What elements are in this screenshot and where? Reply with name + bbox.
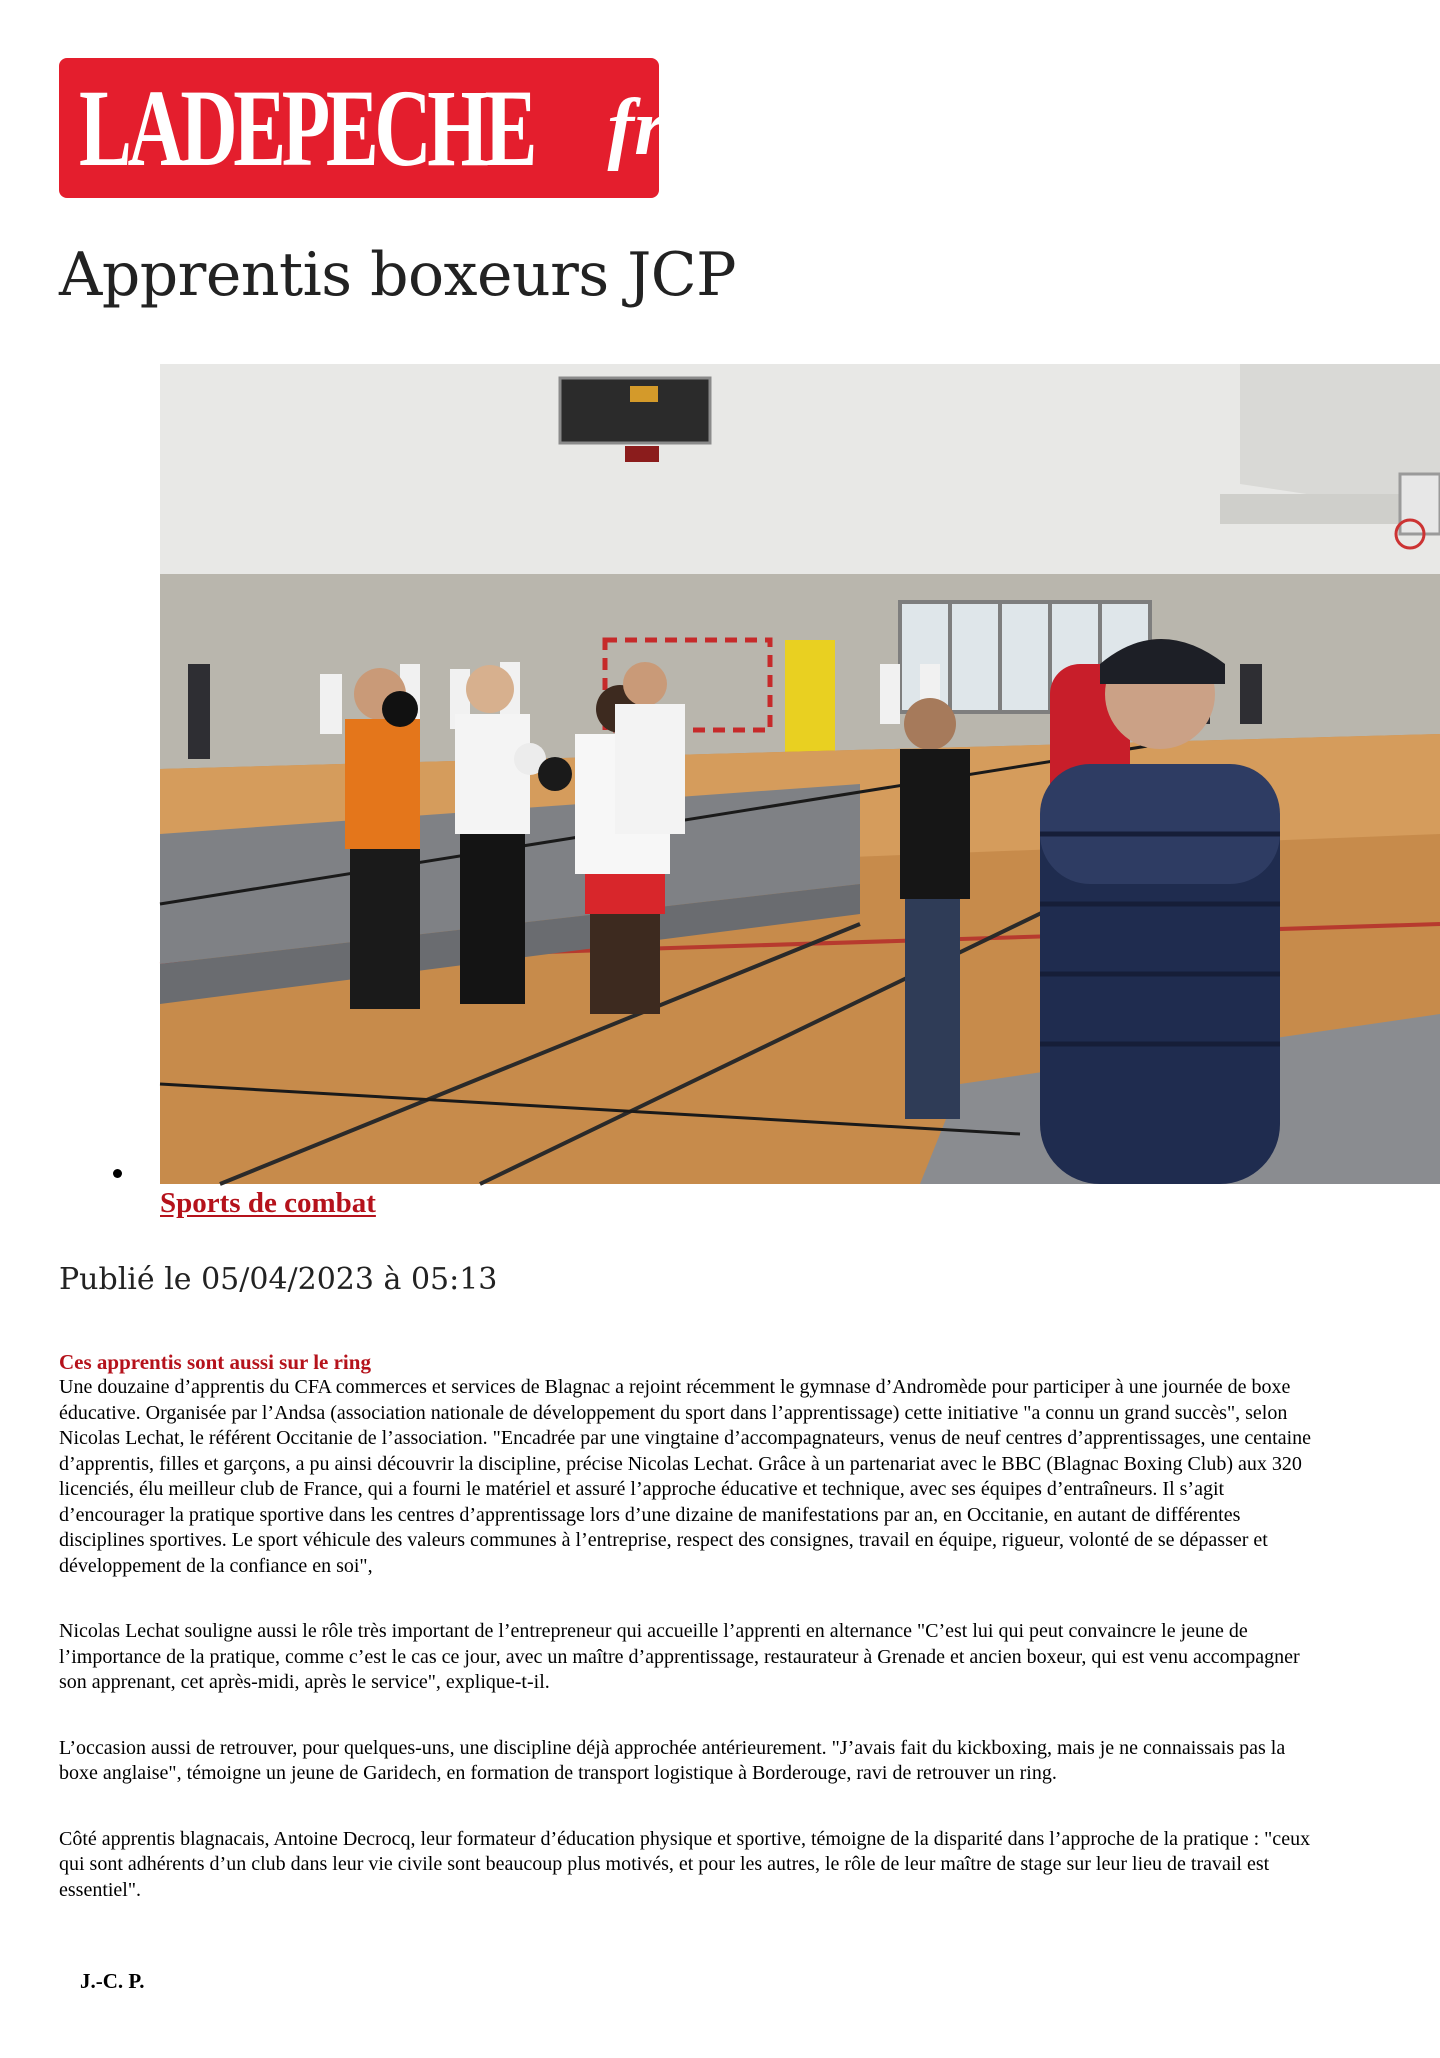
list-bullet <box>113 1169 122 1178</box>
article-paragraph: L’occasion aussi de retrouver, pour quelques-uns, une discipline déjà approchée antérieurement. "J’avais fait du kickboxing, mais je ne connaissais pas la boxe anglaise", témoigne un jeune de Garidech, en formation de transport logistique à Borderouge, ravi de retrouver un ring. <box>59 1736 1286 1784</box>
article-title: Apprentis boxeurs JCP <box>59 240 737 310</box>
logo-wordmark: LADEPECHE <box>79 67 533 189</box>
article-paragraph: Nicolas Lechat souligne aussi le rôle très important de l’entrepreneur qui accueille l’apprenti en alternance "C’est lui qui peut convaincre le jeune de l’importance de la pratique, comme c’est le cas ce jour, avec un maître d’apprentissage, restaurateur à Grenade et ancien boxeur, qui est venu accompagner son apprenant, cet après-midi, après le service", explique-t-il. <box>59 1620 1300 1693</box>
boxing-gym-illustration <box>160 364 1440 1184</box>
article-subhead: Ces apprentis sont aussi sur le ring <box>59 1350 371 1374</box>
publish-date: Publié le 05/04/2023 à 05:13 <box>59 1262 498 1297</box>
article-photo <box>160 364 1440 1184</box>
logo-suffix: fr <box>607 84 666 172</box>
article-paragraph: Côté apprentis blagnacais, Antoine Decrocq, leur formateur d’éducation physique et sportive, témoigne de la disparité dans l’approche de la pratique : "ceux qui sont adhérents d’un club dans leur vie civile sont beaucoup plus motivés, et pour les autres, le rôle de leur maître de stage sur leur lieu de travail est essentiel". <box>59 1827 1311 1901</box>
article-paragraph: Une douzaine d’apprentis du CFA commerces et services de Blagnac a rejoint récemment le gymnase d’Andromède pour participer à une journée de boxe éducative. Organisée par l’Andsa (association nationale de développement du sport dans l’apprentissage) cette initiative "a connu un grand succès", selon Nicolas Lechat, le référent Occitanie de l’association. "Encadrée par une vingtaine d’accompagnateurs, venus de neuf centres d’apprentissages, une centaine d’apprentis, filles et garçons, a pu ainsi découvrir la discipline, précise Nicolas Lechat. Grâce à un partenariat avec le BBC (Blagnac Boxing Club) aux 320 licenciés, élu meilleur club de France, qui a fourni le matériel et assuré l’approche éducative et technique, avec ses équipes d’entraîneurs. Il s’agit d’encourager la pratique sportive dans les centres d’apprentissage lors d’une dizaine de manifestations par an, en Occitanie, en autant de différentes disciplines sportives. Le sport véhicule des valeurs communes à l’entreprise, respect des consignes, travail en équipe, rigueur, volonté de se dépasser et développement de la confiance en soi", <box>59 1376 1312 1577</box>
category-link[interactable]: Sports de combat <box>160 1187 376 1219</box>
article-body <box>59 1350 1321 1943</box>
site-logo[interactable] <box>59 58 666 198</box>
author-signature: J.-C. P. <box>80 1969 145 1993</box>
